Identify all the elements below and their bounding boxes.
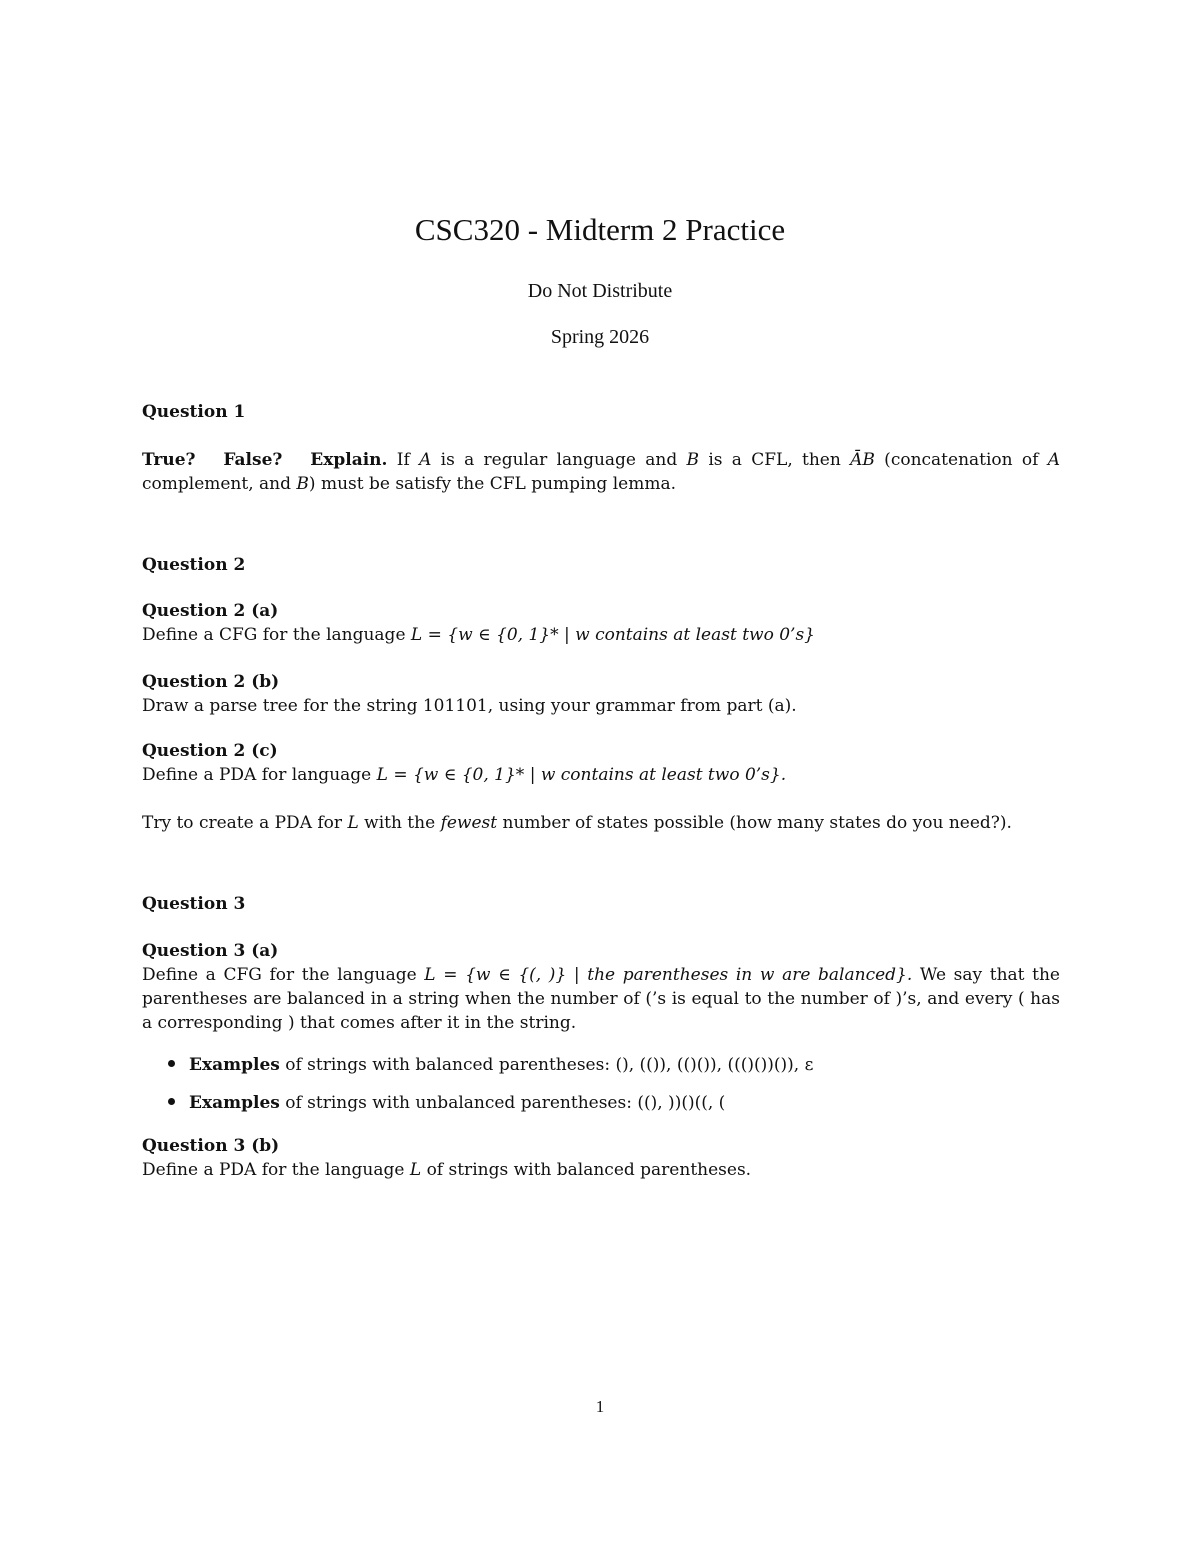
- q3a-text-b: We say that the parentheses are balanced in a string when the number of (’s is equal to the number of )’s, and every ( has a corresponding ) that comes after it in the string.: [142, 965, 1060, 1033]
- question-2c-text: [142, 763, 1060, 787]
- q1-text-e: complement, and: [142, 474, 297, 494]
- document-title: CSC320 - Midterm 2 Practice: [414, 212, 786, 247]
- true-label: True?: [142, 450, 196, 470]
- var-b3: B: [296, 474, 309, 494]
- q1-text-d: (concatenation of: [874, 450, 1048, 470]
- bullet-unbalanced-examples: [168, 1091, 1086, 1115]
- distribution-notice: Do Not Distribute: [527, 280, 673, 302]
- q2c-extra-a: Try to create a PDA for: [142, 813, 348, 833]
- q2c-emphasis: fewest: [440, 813, 498, 833]
- q3a-language: L = {w ∈ {(, )} | the parentheses in w are balanced}.: [424, 965, 913, 985]
- q2c-text: Define a PDA for language: [142, 765, 377, 785]
- q3b-text-b: of strings with balanced parentheses.: [421, 1160, 752, 1180]
- q1-text-a: If: [396, 450, 420, 470]
- bullet2-text: of strings with unbalanced parentheses: ((), ))()((, (: [279, 1093, 726, 1113]
- term-label: Spring 2026: [550, 326, 650, 348]
- explain-label: Explain.: [310, 450, 388, 470]
- question-2a-heading: Question 2 (a): [142, 601, 279, 621]
- question-3b-heading: Question 3 (b): [142, 1136, 280, 1156]
- q2c-extra-c: number of states possible (how many states do you need?).: [497, 813, 1012, 833]
- var-a-bar: Ā: [850, 450, 863, 470]
- q3b-text-a: Define a PDA for the language: [142, 1160, 410, 1180]
- question-2b-heading: Question 2 (b): [142, 672, 280, 692]
- bullet-icon: [168, 1098, 175, 1105]
- var-a: A: [419, 450, 432, 470]
- bullet-balanced-examples: [168, 1053, 1086, 1077]
- q1-text-b: is a regular language and: [431, 450, 687, 470]
- var-b2: B: [862, 450, 875, 470]
- page-number: 1: [595, 1397, 605, 1416]
- q3b-var-l: L: [409, 1160, 422, 1180]
- question-2-heading: Question 2: [142, 555, 246, 575]
- q3a-text-a: Define a CFG for the language: [142, 965, 425, 985]
- q2c-var-l: L: [347, 813, 359, 833]
- q2c-language: L = {w ∈ {0, 1}* | w contains at least two 0’s}.: [376, 765, 787, 785]
- question-1-text: [142, 448, 1060, 496]
- question-2a-text: [142, 623, 1060, 647]
- false-label: False?: [223, 450, 283, 470]
- question-3-heading: Question 3: [142, 894, 246, 914]
- q2a-text: Define a CFG for the language: [142, 625, 411, 645]
- q2c-extra-b: with the: [358, 813, 441, 833]
- bullet1-bold: Examples: [189, 1055, 280, 1075]
- q1-text-c: is a CFL, then: [699, 450, 851, 470]
- question-2c-heading: Question 2 (c): [142, 741, 278, 761]
- bullet-icon: [168, 1060, 175, 1067]
- question-1-heading: Question 1: [142, 402, 246, 422]
- question-3b-text: [142, 1158, 1060, 1182]
- var-a2: A: [1047, 450, 1061, 470]
- question-3a-text: [142, 963, 1060, 1035]
- bullet1-text: of strings with balanced parentheses: (), (()), (()()), ((()())()), ε: [279, 1055, 814, 1075]
- question-2c-extra: [142, 811, 1060, 835]
- q2a-language: L = {w ∈ {0, 1}* | w contains at least two 0’s}: [410, 625, 815, 645]
- question-2b-text: Draw a parse tree for the string 101101, using your grammar from part (a).: [142, 696, 797, 716]
- q1-text-f: ) must be satisfy the CFL pumping lemma.: [308, 474, 676, 494]
- question-3a-heading: Question 3 (a): [142, 941, 279, 961]
- bullet2-bold: Examples: [189, 1093, 280, 1113]
- var-b: B: [686, 450, 700, 470]
